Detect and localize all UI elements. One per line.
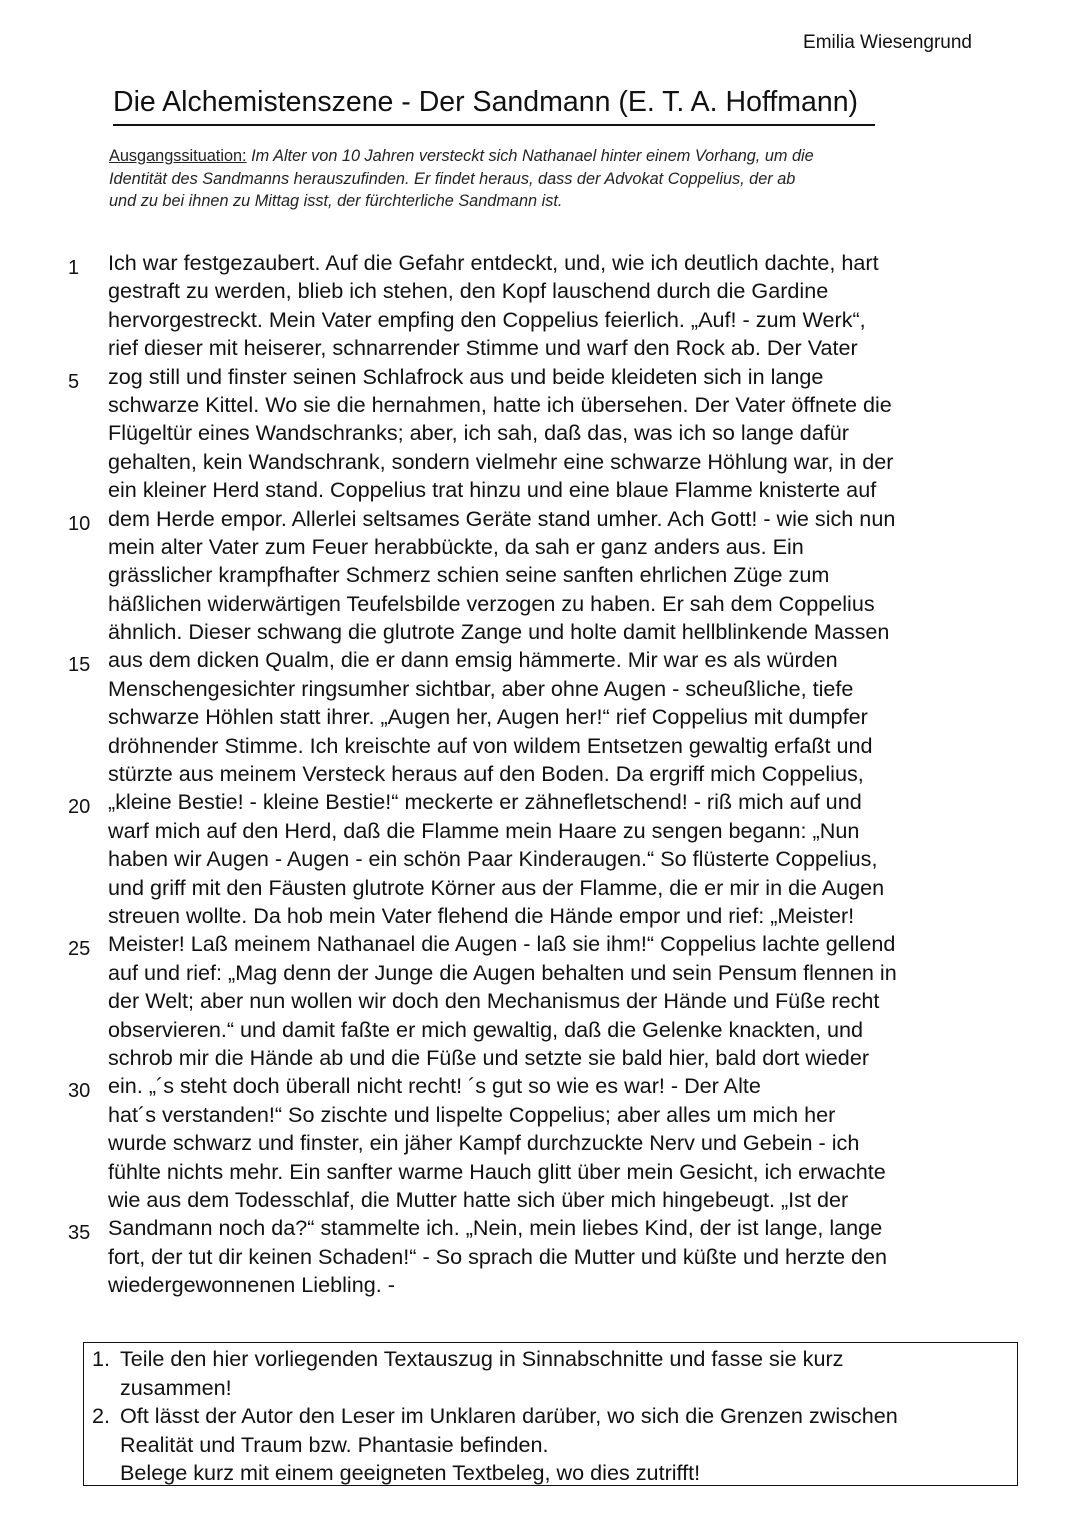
text-line — [0, 363, 1080, 391]
line-text: grässlicher krampfhafter Schmerz schien seine sanften ehrlichen Züge zum — [108, 562, 830, 588]
line-text: gehalten, kein Wandschrank, sondern vielmehr eine schwarze Höhlung war, in der — [108, 448, 894, 474]
line-number: 1 — [68, 257, 80, 279]
line-text: fort, der tut dir keinen Schaden!“ - So sprach die Mutter und küßte und herzte den — [108, 1243, 888, 1269]
line-text: dröhnender Stimme. Ich kreischte auf von wildem Entsetzen gewaltig erfaßt und — [108, 732, 873, 758]
text-line — [0, 533, 1080, 561]
text-line — [0, 419, 1080, 447]
text-line — [0, 1016, 1080, 1044]
text-line — [0, 959, 1080, 987]
text-line — [0, 788, 1080, 819]
text-line — [0, 646, 1080, 677]
text-line — [0, 930, 1080, 961]
text-line — [0, 391, 1080, 419]
line-text: hat´s verstanden!“ So zischte und lispelte Coppelius; aber alles um mich her — [108, 1101, 836, 1127]
text-line — [0, 675, 1080, 703]
text-line — [0, 874, 1080, 902]
text-line — [0, 505, 1080, 533]
task-number: 2. — [92, 1403, 111, 1428]
text-line — [0, 1214, 1080, 1245]
text-line — [0, 902, 1080, 930]
line-text: ein kleiner Herd stand. Coppelius trat hinzu und eine blaue Flamme knisterte auf — [108, 477, 877, 503]
text-line — [0, 760, 1080, 788]
text-line — [0, 1101, 1080, 1129]
intro-label: Ausgangssituation: — [109, 147, 247, 165]
line-text: Ich war festgezaubert. Auf die Gefahr entdeckt, und, wie ich deutlich dachte, hart — [108, 250, 879, 275]
line-text: warf mich auf den Herd, daß die Flamme mein Haare zu sengen begann: „Nun — [108, 817, 860, 843]
author-name: Emilia Wiesengrund — [803, 32, 972, 53]
text-line — [0, 306, 1080, 334]
intro-line: und zu bei ihnen zu Mittag isst, der fürchterliche Sandmann ist. — [109, 192, 563, 210]
line-text: rief dieser mit heiserer, schnarrender Stimme und warf den Rock ab. Der Vater — [108, 335, 858, 361]
text-line — [0, 703, 1080, 731]
line-number: 20 — [68, 796, 91, 819]
text-line — [0, 1158, 1080, 1186]
text-line — [0, 987, 1080, 1015]
task-line: Teile den hier vorliegenden Textauszug in Sinnabschnitte und fasse sie kurz — [120, 1346, 844, 1371]
line-text: wiedergewonnenen Liebling. - — [108, 1272, 395, 1298]
line-text: Meister! Laß meinem Nathanael die Augen - laß sie ihm!“ Coppelius lachte gellend — [108, 931, 896, 957]
task-box — [83, 1342, 1018, 1486]
line-text: mein alter Vater zum Feuer herabbückte, da sah er ganz anders aus. Ein — [108, 533, 804, 559]
line-text: und griff mit den Fäusten glutrote Körner aus der Flamme, die er mir in die Augen — [108, 874, 885, 900]
text-line — [0, 590, 1080, 618]
intro-section — [109, 145, 989, 213]
line-text: dem Herde empor. Allerlei seltsames Geräte stand umher. Ach Gott! - wie sich nun — [108, 505, 896, 531]
line-text: schrob mir die Hände ab und die Füße und setzte sie bald hier, bald dort wieder — [108, 1044, 870, 1070]
line-text: streuen wollte. Da hob mein Vater flehend die Hände empor und rief: „Meister! — [108, 902, 855, 928]
line-text: aus dem dicken Qualm, die er dann emsig hämmerte. Mir war es als würden — [108, 647, 838, 673]
line-text: wie aus dem Todesschlaf, die Mutter hatte sich über mich hingebeugt. „Ist der — [108, 1186, 849, 1212]
text-line — [0, 845, 1080, 873]
line-text: haben wir Augen - Augen - ein schön Paar Kinderaugen.“ So flüsterte Coppelius, — [108, 846, 878, 872]
line-text: schwarze Kittel. Wo sie die hernahmen, hatte ich übersehen. Der Vater öffnete die — [108, 391, 892, 417]
task-item — [92, 1402, 898, 1488]
line-text: observieren.“ und damit faßte er mich gewaltig, daß die Gelenke knackten, und — [108, 1016, 863, 1042]
page-title: Die Alchemistenszene - Der Sandmann (E. T. A. Hoffmann) — [113, 86, 875, 126]
line-text: stürzte aus meinem Versteck heraus auf den Boden. Da ergriff mich Coppelius, — [108, 761, 864, 787]
intro-line: Identität des Sandmanns herauszufinden. Er findet heraus, dass der Advokat Coppelius, der ab — [109, 169, 796, 188]
text-line — [0, 448, 1080, 476]
text-line — [0, 817, 1080, 845]
line-number: 5 — [68, 370, 80, 393]
line-number: 35 — [68, 1222, 91, 1245]
text-line — [0, 618, 1080, 646]
line-text: fühlte nichts mehr. Ein sanfter warme Hauch glitt über mein Gesicht, ich erwachte — [108, 1158, 886, 1184]
text-line — [0, 1243, 1080, 1271]
line-text: schwarze Höhlen statt ihrer. „Augen her, Augen her!“ rief Coppelius mit dumpfer — [108, 704, 868, 730]
task-line: Belege kurz mit einem geeigneten Textbeleg, wo dies zutrifft! — [120, 1460, 701, 1485]
task-number: 1. — [92, 1346, 111, 1371]
text-excerpt — [0, 249, 1080, 1299]
text-line — [0, 732, 1080, 760]
text-line — [0, 476, 1080, 504]
line-text: zog still und finster seinen Schlafrock aus und beide kleideten sich in lange — [108, 363, 824, 389]
task-line: zusammen! — [120, 1374, 232, 1400]
line-number: 10 — [68, 512, 91, 535]
text-line — [0, 1186, 1080, 1214]
line-text: häßlichen widerwärtigen Teufelsbilde verzogen zu haben. Er sah dem Coppelius — [108, 590, 875, 616]
line-number: 30 — [68, 1080, 91, 1103]
line-text: ähnlich. Dieser schwang die glutrote Zange und holte damit hellblinkende Massen — [108, 619, 890, 645]
line-number: 25 — [68, 938, 91, 961]
text-line — [0, 334, 1080, 362]
line-number: 15 — [68, 654, 91, 677]
text-line — [0, 249, 1080, 277]
text-line — [0, 1072, 1080, 1103]
text-line — [0, 1271, 1080, 1299]
intro-line: Im Alter von 10 Jahren versteckt sich Nathanael hinter einem Vorhang, um die — [251, 147, 814, 165]
line-text: ein. „´s steht doch überall nicht recht! ´s gut so wie es war! - Der Alte — [108, 1073, 761, 1099]
task-line: Realität und Traum bzw. Phantasie befinden. — [120, 1431, 549, 1457]
line-text: hervorgestreckt. Mein Vater empfing den Coppelius feierlich. „Auf! - zum Werk“, — [108, 306, 866, 332]
line-text: wurde schwarz und finster, ein jäher Kampf durchzuckte Nerv und Gebein - ich — [108, 1130, 860, 1156]
task-line: Oft lässt der Autor den Leser im Unklaren darüber, wo sich die Grenzen zwischen — [120, 1403, 898, 1428]
text-line — [0, 1044, 1080, 1072]
text-line — [0, 277, 1080, 305]
line-text: „kleine Bestie! - kleine Bestie!“ meckerte er zähnefletschend! - riß mich auf und — [108, 789, 862, 815]
text-line — [0, 1129, 1080, 1157]
task-item — [92, 1345, 843, 1402]
line-text: Flügeltür eines Wandschranks; aber, ich sah, daß das, was ich so lange dafür — [108, 420, 849, 446]
line-text: Menschengesichter ringsumher sichtbar, aber ohne Augen - scheußliche, tiefe — [108, 675, 854, 701]
text-line — [0, 561, 1080, 589]
line-text: der Welt; aber nun wollen wir doch den Mechanismus der Hände und Füße recht — [108, 988, 880, 1014]
line-text: Sandmann noch da?“ stammelte ich. „Nein, mein liebes Kind, der ist lange, lange — [108, 1215, 883, 1241]
line-text: gestraft zu werden, blieb ich stehen, den Kopf lauschend durch die Gardine — [108, 278, 829, 304]
line-text: auf und rief: „Mag denn der Junge die Augen behalten und sein Pensum flennen in — [108, 959, 897, 985]
